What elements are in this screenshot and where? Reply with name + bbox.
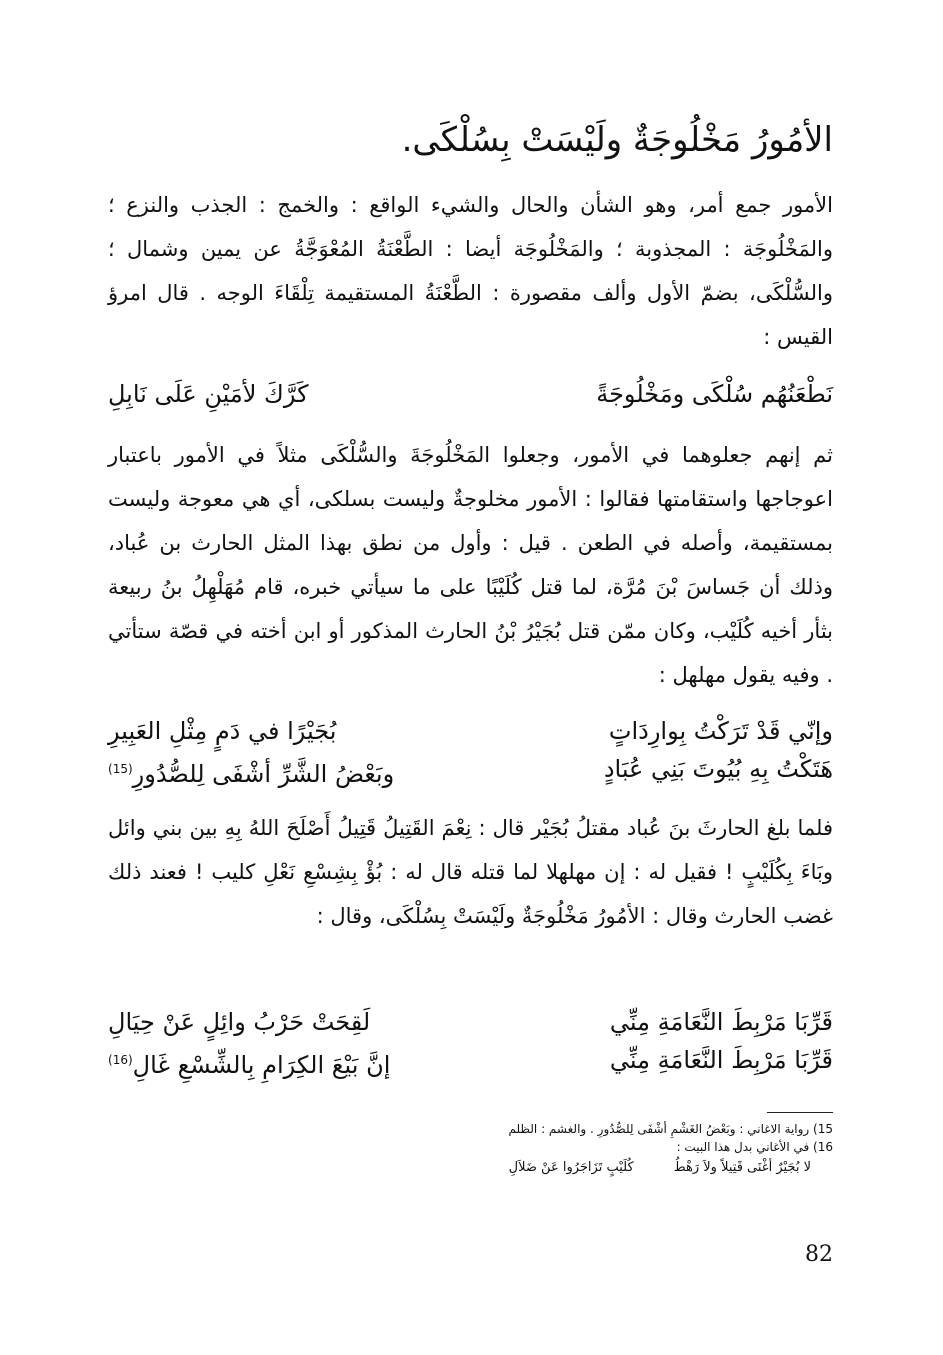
verse-first-hemistich: وإنّي قَدْ تَرَكْتُ بِوارِدَاتٍ — [608, 717, 833, 745]
footnote-text: رواية الاغاني : وبَعْضُ الغَشْمِ أشْفَى لِلصُّدُورِ . والغشم : الظلم — [508, 1122, 810, 1136]
footnote-verse-first: لا بُجَيْرٌ أغْنَى قَتِيلاً ولاَ رَهْطُ — [673, 1160, 811, 1175]
footnote-15 — [273, 1120, 833, 1138]
footnote-16 — [273, 1138, 833, 1156]
verse-imru-al-qais — [108, 375, 833, 413]
verse-first-hemistich: قَرِّبَا مَرْبِطَ النَّعَامَةِ مِنِّي — [609, 1008, 833, 1036]
verse-first-hemistich: نَطْعَنُهُم سُلْكَى ومَخْلُوجَةً — [596, 380, 833, 408]
proverb-heading: الأمُورُ مَخْلُوجَةٌ ولَيْسَتْ بِسُلْكَى. — [401, 120, 833, 160]
footnote-number: 16) — [813, 1140, 833, 1154]
hemistich-text: وبَعْضُ الشَّرِّ أشْفَى لِلصُّدُورِ — [132, 760, 395, 788]
verse-first-hemistich: هَتَكْتُ بِهِ بُيُوتَ بَنِي عُبَادٍ — [603, 755, 833, 783]
paragraph-harith: فلما بلغ الحارثَ بنَ عُباد مقتلُ بُجَيْر قال : نِعْمَ القَتِيلُ قَتِيلُ أَصْلَحَ اللهُ بِهِ بين بني وائل وبَاءَ بِكُلَيْبٍ ! فقيل له : إن مهلهلا لما قتله قال له : بُؤْ بِشِسْعِ نَعْلِ كليب ! فعند ذلك غضب الحارث وقال : الأمُورُ مَخْلُوجَةٌ ولَيْسَتْ بِسُلْكَى، وقال : — [108, 816, 833, 928]
hemistich-text: إنَّ بَيْعَ الكِرَامِ بِالشِّسْعِ غَالِ — [132, 1051, 391, 1079]
verse-line — [108, 375, 833, 413]
verse-second-hemistich: بُجَيْرًا في دَمٍ مِثْلِ العَبِيرِ — [108, 717, 337, 745]
footnote-verse-second: كُلَيْبٍ تَزَاجَرُوا عَنْ ضَلاَلِ — [508, 1160, 634, 1175]
verse-first-hemistich: قَرِّبَا مَرْبِطَ النَّعَامَةِ مِنِّي — [609, 1046, 833, 1074]
verse-second-hemistich — [108, 750, 394, 788]
footnote-ref: (16) — [108, 1053, 133, 1067]
paragraph-definitions: الأمور جمع أمر، وهو الشأن والحال والشيء الواقع : والخمج : الجذب والنزع ؛ والمَخْلُوجَة : المجذوبة ؛ والمَخْلُوجَة أيضا : الطَّعْنَةُ المُعْوَجَّةُ عن يمين وشمال ؛ والسُّلْكَى، بضمّ الأول وألف مقصورة : الطَّعْنَةُ المستقيمة تِلْقَاءَ الوجه . قال امرؤ القيس : — [108, 193, 833, 349]
footnote-number: 15) — [813, 1122, 833, 1136]
verse-line — [108, 1003, 833, 1041]
verse-second-hemistich — [108, 375, 309, 413]
verse-line — [108, 712, 833, 750]
hemistich-text: كَرَّكَ لأمَيْنِ عَلَى نَابِلِ — [108, 380, 309, 408]
paragraph-story: ثم إنهم جعلوهما في الأمور، وجعلوا المَخْلُوجَةَ والسُّلْكَى مثلاً في الأمور باعتبار اعوجاجها واستقامتها فقالوا : الأمور مخلوجةٌ وليست بسلكى، أي هي معوجة وليست بمستقيمة، وأصله في الطعن . قيل : وأول من نطق بهذا المثل الحارث بن عُباد، وذلك أن جَساسَ بْنَ مُرَّة، لما قتل كُلَيْبًا على ما سيأتي خبره، قام مُهَلْهِلُ بنُ ربيعة بثأر أخيه كُلَيْب، وكان ممّن قتل بُجَيْرُ بْنُ الحارث المذكور أو ابن أخته في قصّة ستأتي . وفيه يقول مهلهل : — [108, 443, 833, 687]
footnote-ref: (15) — [108, 762, 133, 776]
footnote-verse — [273, 1156, 833, 1180]
verse-second-hemistich: لَقِحَتْ حَرْبُ وائِلٍ عَنْ حِيَالِ — [108, 1008, 371, 1036]
footnote-text: في الأغاني بدل هذا البيت : — [676, 1140, 810, 1154]
verse-second-hemistich — [108, 1041, 390, 1079]
page-number: 82 — [805, 1242, 833, 1267]
footnote-divider — [767, 1112, 833, 1113]
verse-muhalhil — [108, 712, 833, 788]
verse-harith — [108, 1003, 833, 1079]
verse-line — [108, 1041, 833, 1079]
footnotes — [273, 1120, 833, 1180]
verse-line — [108, 750, 833, 788]
